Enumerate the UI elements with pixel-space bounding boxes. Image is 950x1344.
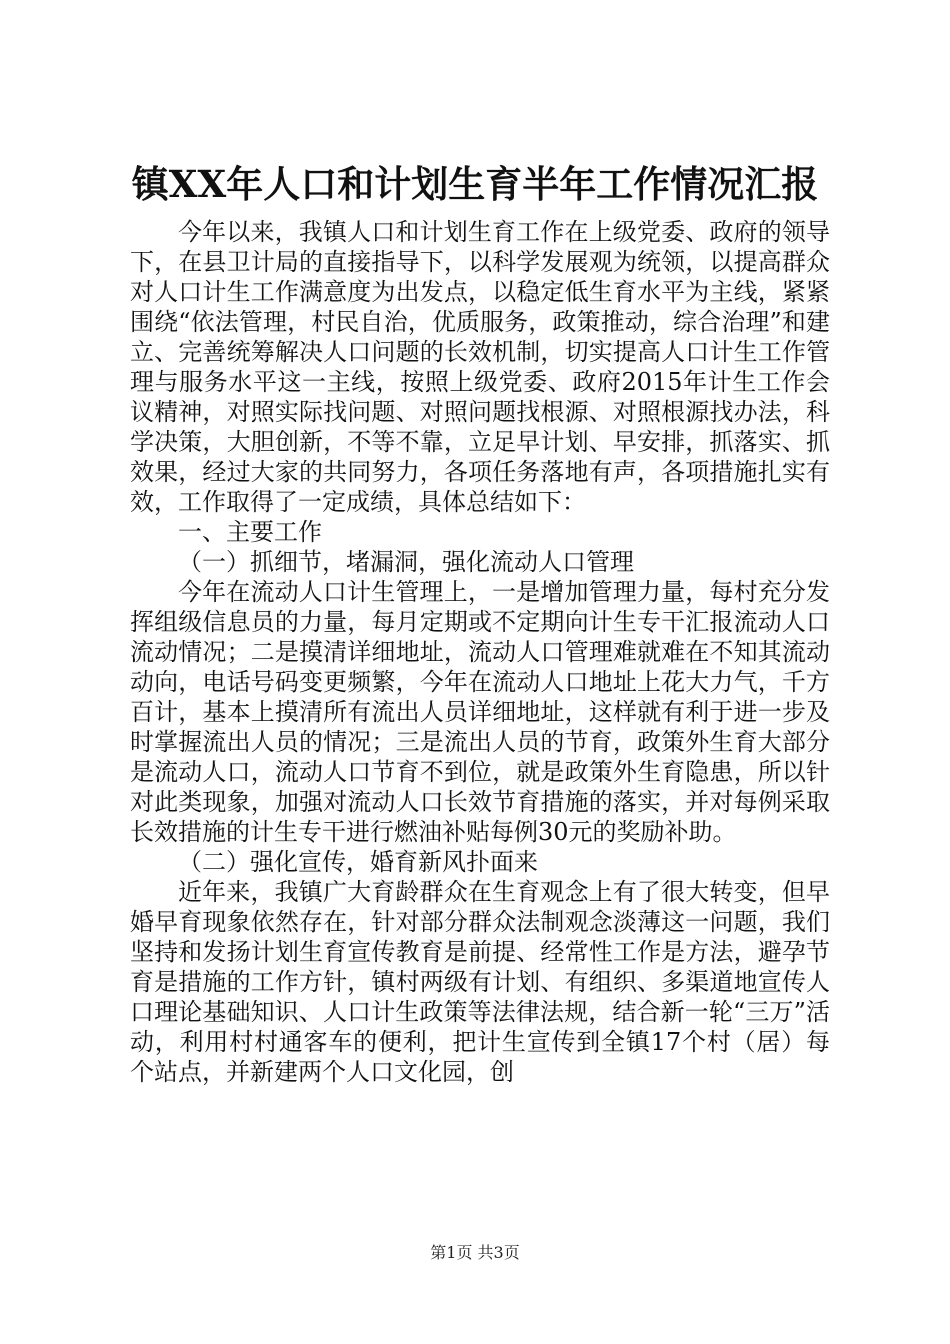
document-title: 镇XX年人口和计划生育半年工作情况汇报 bbox=[131, 162, 819, 206]
publicity-paragraph: 近年来，我镇广大育龄群众在生育观念上有了很大转变，但早婚早育现象依然存在，针对部分群众法制观念淡薄这一问题，我们坚持和发扬计划生育宣传教育是前提、经常性工作是方法，避孕节育是措施的工作方针，镇村两级有计划、有组织、多渠道地宣传人口理论基础知识、人口计生政策等法律法规，结合新一轮“三万”活动，利用村村通客车的便利，把计生宣传到全镇17个村（居）每个站点，并新建两个人口文化园，创 bbox=[130, 878, 830, 1086]
intro-paragraph: 今年以来，我镇人口和计划生育工作在上级党委、政府的领导下，在县卫计局的直接指导下，以科学发展观为统领，以提高群众对人口计生工作满意度为出发点，以稳定低生育水平为主线，紧紧围绕“依法管理，村民自治，优质服务，政策推动，综合治理”和建立、完善统筹解决人口问题的长效机制，切实提高人口计生工作管理与服务水平这一主线，按照上级党委、政府2015年计生工作会议精神，对照实际找问题、对照问题找根源、对照根源找办法，科学决策，大胆创新，不等不靠，立足早计划、早安排，抓落实、抓效果，经过大家的共同努力，各项任务落地有声，各项措施扎实有效，工作取得了一定成绩，具体总结如下： bbox=[130, 218, 830, 516]
subsection-heading-floating-population: （一）抓细节，堵漏洞，强化流动人口管理 bbox=[178, 548, 634, 576]
subsection-heading-publicity: （二）强化宣传，婚育新风扑面来 bbox=[178, 848, 538, 876]
page-number-footer: 第1页 共3页 bbox=[430, 1243, 520, 1262]
section-heading-main-work: 一、主要工作 bbox=[178, 518, 322, 546]
document-body bbox=[130, 217, 830, 1087]
floating-population-paragraph: 今年在流动人口计生管理上，一是增加管理力量，每村充分发挥组级信息员的力量，每月定期或不定期向计生专干汇报流动人口流动情况；二是摸清详细地址，流动人口管理难就难在不知其流动动向，电话号码变更频繁，今年在流动人口地址上花大力气，千方百计，基本上摸清所有流出人员详细地址，这样就有利于进一步及时掌握流出人员的情况；三是流出人员的节育，政策外生育大部分是流动人口，流动人口节育不到位，就是政策外生育隐患，所以针对此类现象，加强对流动人口长效节育措施的落实，并对每例采取长效措施的计生专干进行燃油补贴每例30元的奖励补助。 bbox=[130, 578, 830, 846]
